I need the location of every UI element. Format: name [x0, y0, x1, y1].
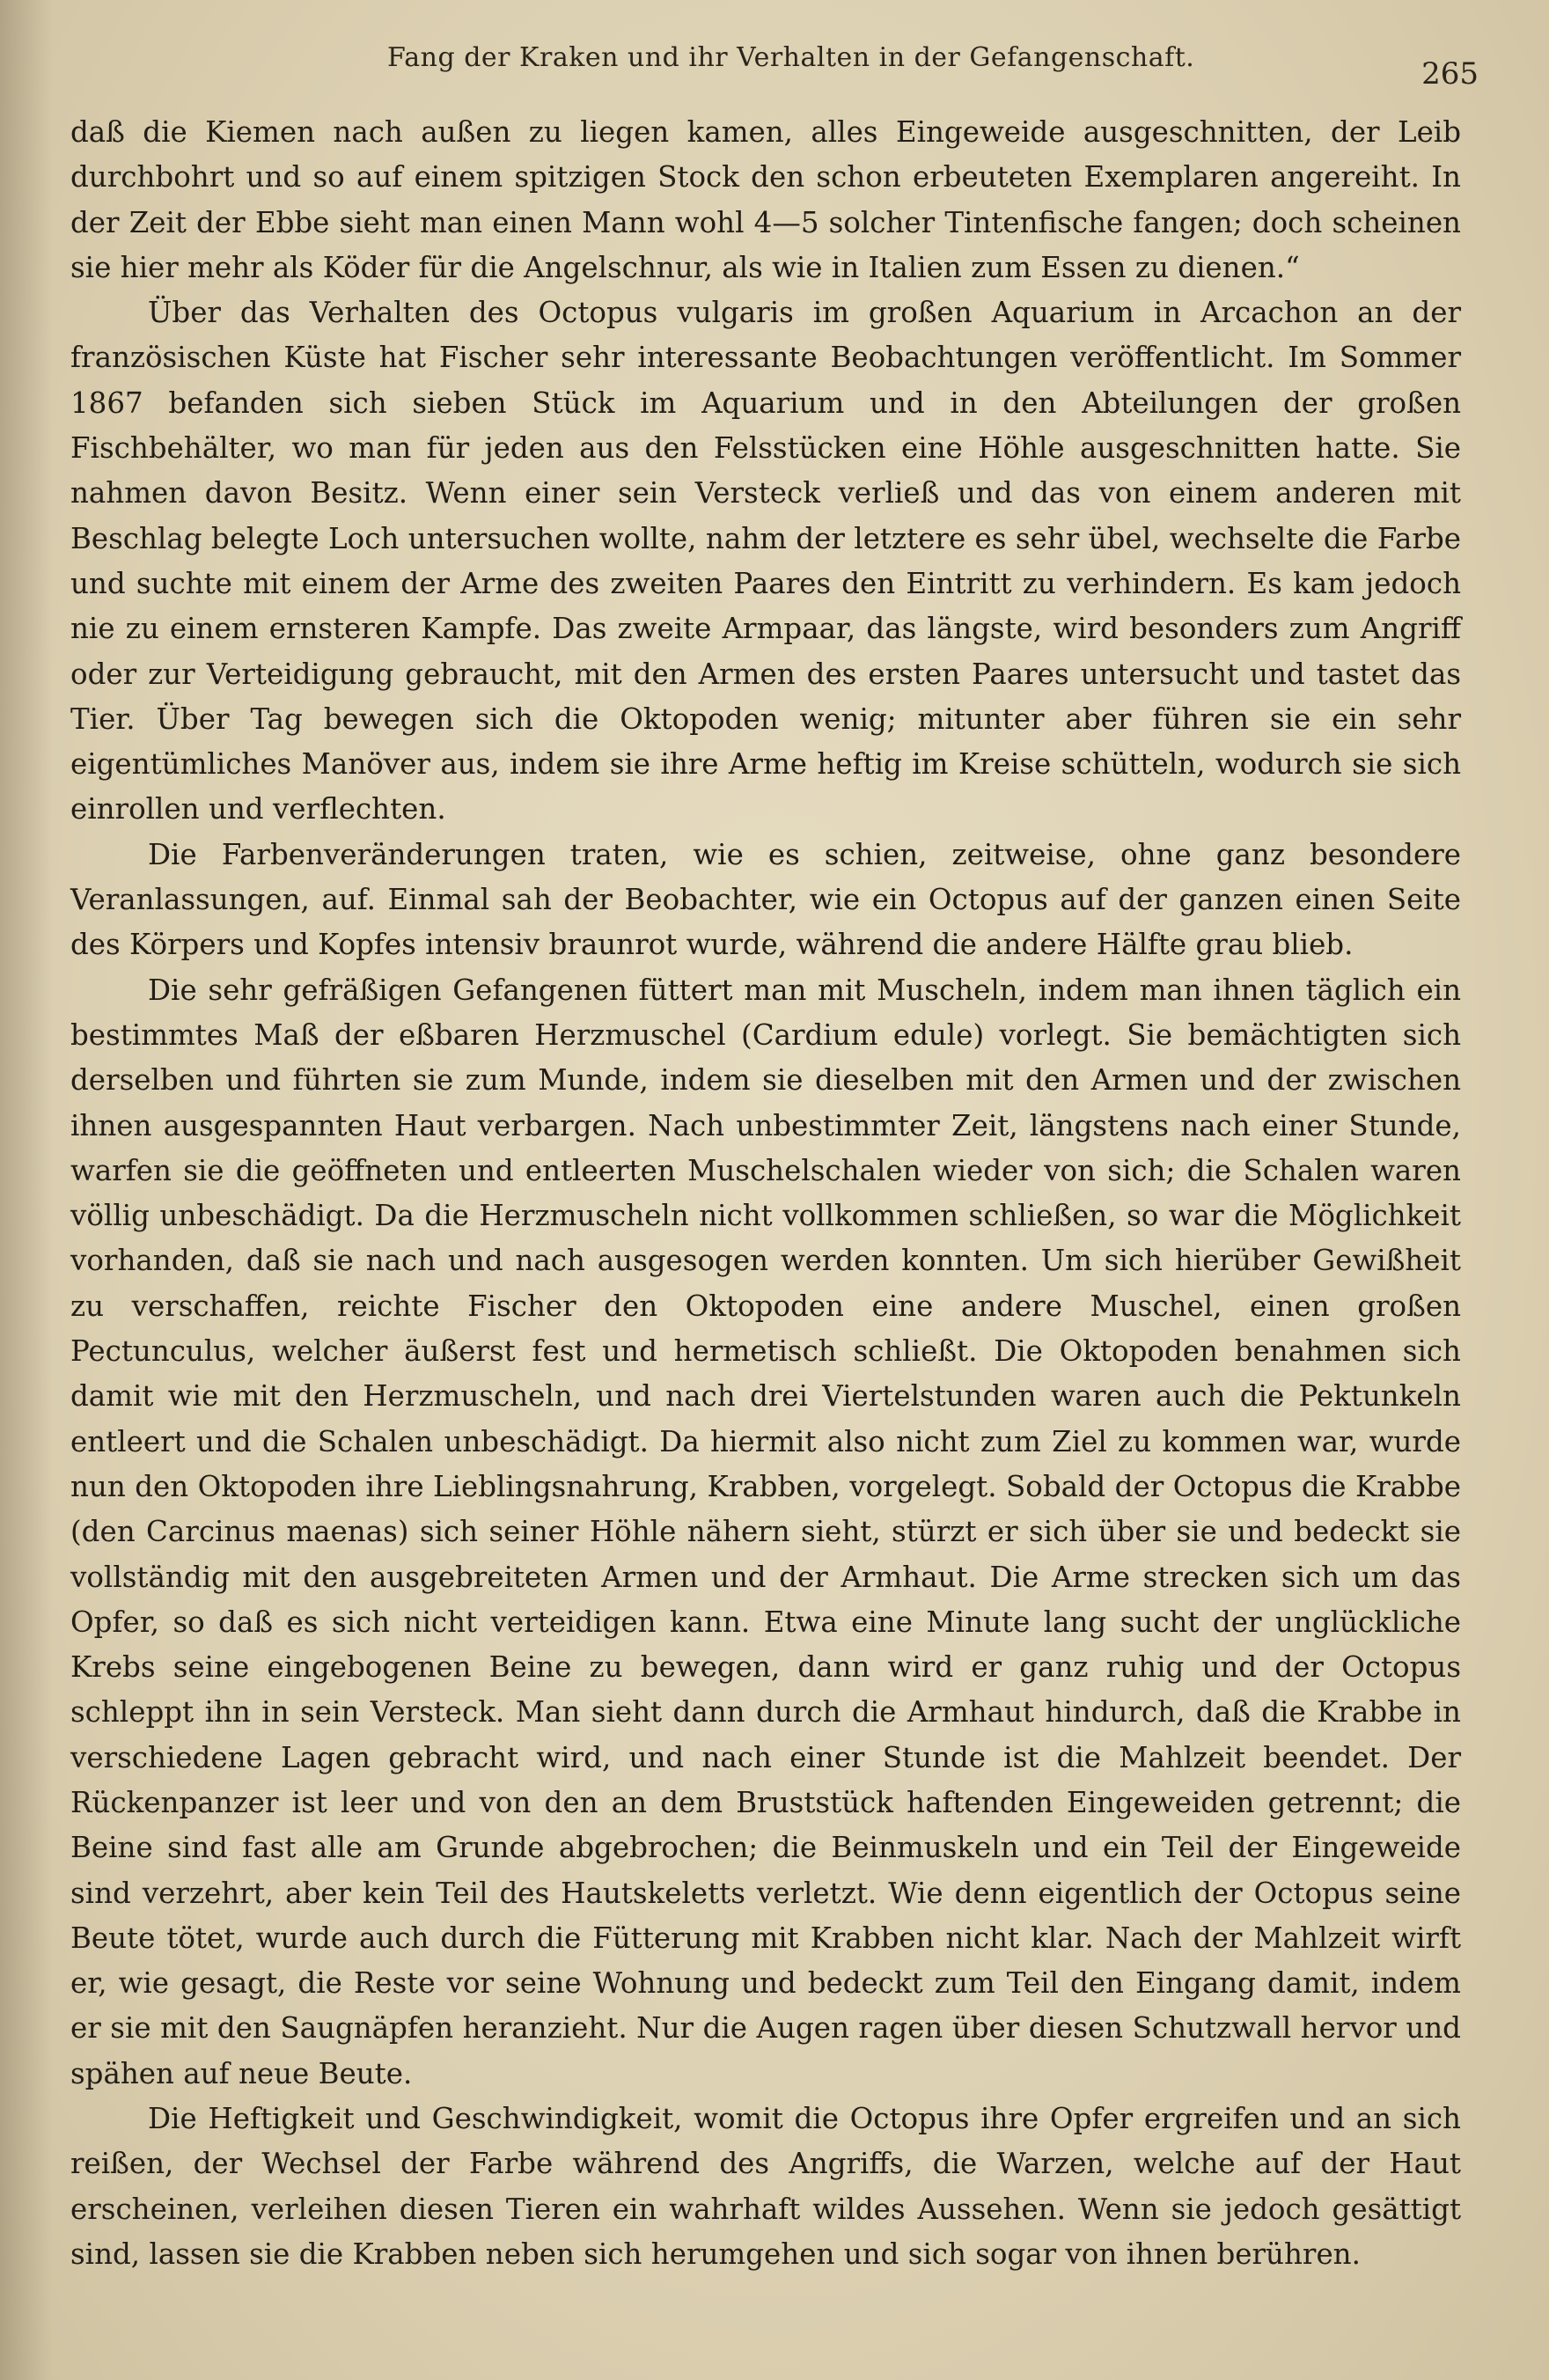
paragraph-arcachon-observations: Über das Verhalten des Octopus vulgaris im großen Aquarium in Arcachon an der französischen Küste hat Fischer sehr interessante Beobachtungen veröffentlicht. Im Sommer 1867 befanden sich sieben Stück im Aquarium und in den Abteilungen der großen Fischbehälter, wo man für jeden aus den Felsstücken eine Höhle ausgeschnitten hatte. Sie nahmen davon Besitz. Wenn einer sein Versteck verließ und das von einem anderen mit Beschlag belegte Loch untersuchen wollte, nahm der letztere es sehr übel, wechselte die Farbe und suchte mit einem der Arme des zweiten Paares den Eintritt zu verhindern. Es kam jedoch nie zu einem ernsteren Kampfe. Das zweite Armpaar, das längste, wird besonders zum Angriff oder zur Verteidigung gebraucht, mit den Armen des ersten Paares untersucht und tastet das Tier. Über Tag bewegen sich die Oktopoden wenig; mitunter aber führen sie ein sehr eigentümliches Manöver aus, indem sie ihre Arme heftig im Kreise schütteln, wodurch sie sich einrollen und verflechten. — [70, 296, 1461, 826]
paragraph-feeding: Die sehr gefräßigen Gefangenen füttert man mit Muscheln, indem man ihnen täglich ein bestimmtes Maß der eßbaren Herzmuschel (Cardium edule) vorlegt. Sie bemächtigten sich derselben und führten sie zum Munde, indem sie dieselben mit den Armen und der zwischen ihnen ausgespannten Haut verbargen. Nach unbestimmter Zeit, längstens nach einer Stunde, warfen sie die geöffneten und entleerten Muschelschalen wieder von sich; die Schalen waren völlig unbeschädigt. Da die Herzmuscheln nicht vollkommen schließen, so war die Möglichkeit vorhanden, daß sie nach und nach ausgesogen werden konnten. Um sich hierüber Gewißheit zu verschaffen, reichte Fischer den Oktopoden eine andere Muschel, einen großen Pectunculus, welcher äußerst fest und hermetisch schließt. Die Oktopoden benahmen sich damit wie mit den Herzmuscheln, und nach drei Viertelstunden waren auch die Pektunkeln entleert und die Schalen unbeschädigt. Da hiermit also nicht zum Ziel zu kommen war, wurde nun den Oktopoden ihre Lieblingsnahrung, Krabben, vorgelegt. Sobald der Octopus die Krabbe (den Carcinus maenas) sich seiner Höhle nähern sieht, stürzt er sich über sie und bedeckt sie vollständig mit den ausgebreiteten Armen und der Armhaut. Die Arme strecken sich um das Opfer, so daß es sich nicht verteidigen kann. Etwa eine Minute lang sucht der unglückliche Krebs seine eingebogenen Beine zu bewegen, dann wird er ganz ruhig und der Octopus schleppt ihn in sein Versteck. Man sieht dann durch die Armhaut hindurch, daß die Krabbe in verschiedene Lagen gebracht wird, und nach einer Stunde ist die Mahlzeit beendet. Der Rückenpanzer ist leer und von den an dem Bruststück haftenden Eingeweiden getrennt; die Beine sind fast alle am Grunde abgebrochen; die Beinmuskeln und ein Teil der Eingeweide sind verzehrt, aber kein Teil des Hautskeletts verletzt. Wie denn eigentlich der Octopus seine Beute tötet, wurde auch durch die Fütterung mit Krabben nicht klar. Nach der Mahlzeit wirft er, wie gesagt, die Reste vor seine Wohnung und bedeckt zum Teil den Eingang damit, indem er sie mit den Saugnäpfen heranzieht. Nur die Augen ragen über diesen Schutzwall hervor und spähen auf neue Beute. — [70, 973, 1461, 2090]
body-text — [70, 110, 1461, 2277]
running-title: Fang der Kraken und ihr Verhalten in der Gefangenschaft. — [387, 42, 1195, 73]
running-head — [106, 42, 1531, 92]
page-number: 265 — [1421, 56, 1479, 92]
paragraph-color-changes: Die Farbenveränderungen traten, wie es schien, zeitweise, ohne ganz besondere Veranlassungen, auf. Einmal sah der Beobachter, wie ein Octopus auf der ganzen einen Seite des Körpers und Kopfes intensiv braunrot wurde, während die andere Hälfte grau blieb. — [70, 837, 1461, 962]
paragraph-ferocity: Die Heftigkeit und Geschwindigkeit, womit die Octopus ihre Opfer ergreifen und an sich reißen, der Wechsel der Farbe während des Angriffs, die Warzen, welche auf der Haut erscheinen, verleihen diesen Tieren ein wahrhaft wildes Aussehen. Wenn sie jedoch gesättigt sind, lassen sie die Krabben neben sich herumgehen und sich sogar von ihnen berühren. — [70, 2102, 1461, 2271]
paragraph-continuation: daß die Kiemen nach außen zu liegen kamen, alles Eingeweide ausgeschnitten, der Leib durchbohrt und so auf einem spitzigen Stock den schon erbeuteten Exemplaren angereiht. In der Zeit der Ebbe sieht man einen Mann wohl 4—5 solcher Tintenfische fangen; doch scheinen sie hier mehr als Köder für die Angelschnur, als wie in Italien zum Essen zu dienen.“ — [70, 115, 1461, 284]
